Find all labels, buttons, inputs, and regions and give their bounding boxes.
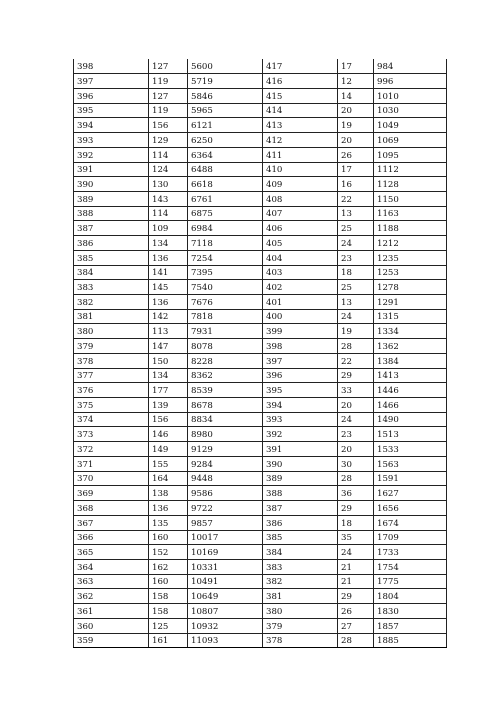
count-cell-right: 35 xyxy=(338,530,374,545)
count-cell-right: 36 xyxy=(338,486,374,501)
score-cell: 388 xyxy=(74,206,149,221)
cumulative-cell: 6875 xyxy=(188,206,263,221)
count-cell: 147 xyxy=(149,339,188,354)
table-row xyxy=(74,118,447,133)
cumulative-cell-right: 1591 xyxy=(374,471,447,486)
table-row xyxy=(74,59,447,74)
cumulative-cell: 10649 xyxy=(188,589,263,604)
score-cell: 385 xyxy=(74,250,149,265)
cumulative-cell-right: 1163 xyxy=(374,206,447,221)
count-cell-right: 19 xyxy=(338,324,374,339)
cumulative-cell: 7395 xyxy=(188,265,263,280)
score-cell-right: 413 xyxy=(263,118,338,133)
cumulative-cell: 10932 xyxy=(188,618,263,633)
score-cell-right: 379 xyxy=(263,618,338,633)
score-cell-right: 380 xyxy=(263,604,338,619)
count-cell: 134 xyxy=(149,368,188,383)
count-cell-right: 29 xyxy=(338,368,374,383)
count-cell: 124 xyxy=(149,162,188,177)
table-row xyxy=(74,442,447,457)
score-cell-right: 411 xyxy=(263,147,338,162)
score-cell: 397 xyxy=(74,74,149,89)
cumulative-cell-right: 1112 xyxy=(374,162,447,177)
score-cell: 364 xyxy=(74,559,149,574)
cumulative-cell-right: 1315 xyxy=(374,309,447,324)
score-cell: 371 xyxy=(74,456,149,471)
score-cell-right: 412 xyxy=(263,133,338,148)
table-row xyxy=(74,236,447,251)
table-row xyxy=(74,589,447,604)
count-cell: 127 xyxy=(149,59,188,74)
score-cell: 386 xyxy=(74,236,149,251)
count-cell-right: 17 xyxy=(338,59,374,74)
cumulative-cell: 8980 xyxy=(188,427,263,442)
count-cell: 138 xyxy=(149,486,188,501)
score-cell: 359 xyxy=(74,633,149,648)
cumulative-cell-right: 1413 xyxy=(374,368,447,383)
score-cell: 395 xyxy=(74,103,149,118)
table-row xyxy=(74,324,447,339)
count-cell: 114 xyxy=(149,147,188,162)
table-row xyxy=(74,559,447,574)
count-cell: 136 xyxy=(149,295,188,310)
cumulative-cell: 5965 xyxy=(188,103,263,118)
count-cell: 136 xyxy=(149,250,188,265)
cumulative-cell: 6618 xyxy=(188,177,263,192)
score-cell-right: 410 xyxy=(263,162,338,177)
score-cell-right: 391 xyxy=(263,442,338,457)
count-cell: 164 xyxy=(149,471,188,486)
score-cell: 361 xyxy=(74,604,149,619)
table-row xyxy=(74,427,447,442)
score-cell-right: 407 xyxy=(263,206,338,221)
table-row xyxy=(74,501,447,516)
count-cell-right: 20 xyxy=(338,398,374,413)
score-cell: 380 xyxy=(74,324,149,339)
score-cell-right: 383 xyxy=(263,559,338,574)
table-body xyxy=(74,59,447,648)
table-row xyxy=(74,412,447,427)
cumulative-cell-right: 1069 xyxy=(374,133,447,148)
score-cell-right: 414 xyxy=(263,103,338,118)
cumulative-cell-right: 1627 xyxy=(374,486,447,501)
table-row xyxy=(74,147,447,162)
count-cell-right: 24 xyxy=(338,236,374,251)
table-row xyxy=(74,162,447,177)
table-row xyxy=(74,545,447,560)
cumulative-cell-right: 1804 xyxy=(374,589,447,604)
cumulative-cell-right: 1533 xyxy=(374,442,447,457)
count-cell-right: 23 xyxy=(338,427,374,442)
cumulative-cell-right: 1563 xyxy=(374,456,447,471)
count-cell: 177 xyxy=(149,383,188,398)
score-cell-right: 406 xyxy=(263,221,338,236)
cumulative-cell: 8228 xyxy=(188,353,263,368)
count-cell-right: 24 xyxy=(338,545,374,560)
count-cell-right: 20 xyxy=(338,103,374,118)
cumulative-cell: 9857 xyxy=(188,515,263,530)
count-cell: 141 xyxy=(149,265,188,280)
score-cell: 370 xyxy=(74,471,149,486)
count-cell: 139 xyxy=(149,398,188,413)
count-cell-right: 24 xyxy=(338,309,374,324)
count-cell: 161 xyxy=(149,633,188,648)
count-cell-right: 21 xyxy=(338,559,374,574)
score-cell-right: 390 xyxy=(263,456,338,471)
cumulative-cell: 6250 xyxy=(188,133,263,148)
score-cell: 369 xyxy=(74,486,149,501)
score-cell: 365 xyxy=(74,545,149,560)
score-cell: 382 xyxy=(74,295,149,310)
count-cell-right: 28 xyxy=(338,633,374,648)
score-cell: 362 xyxy=(74,589,149,604)
cumulative-cell-right: 1235 xyxy=(374,250,447,265)
score-cell-right: 394 xyxy=(263,398,338,413)
cumulative-cell-right: 984 xyxy=(374,59,447,74)
cumulative-cell-right: 1446 xyxy=(374,383,447,398)
score-cell: 372 xyxy=(74,442,149,457)
cumulative-cell: 9586 xyxy=(188,486,263,501)
cumulative-cell-right: 1384 xyxy=(374,353,447,368)
score-cell-right: 409 xyxy=(263,177,338,192)
count-cell: 129 xyxy=(149,133,188,148)
score-cell: 375 xyxy=(74,398,149,413)
table-row xyxy=(74,295,447,310)
cumulative-cell-right: 1754 xyxy=(374,559,447,574)
score-cell-right: 382 xyxy=(263,574,338,589)
score-cell-right: 385 xyxy=(263,530,338,545)
count-cell-right: 17 xyxy=(338,162,374,177)
score-cell: 392 xyxy=(74,147,149,162)
count-cell: 130 xyxy=(149,177,188,192)
score-cell-right: 398 xyxy=(263,339,338,354)
count-cell: 119 xyxy=(149,103,188,118)
cumulative-cell-right: 1362 xyxy=(374,339,447,354)
score-cell: 393 xyxy=(74,133,149,148)
score-cell-right: 405 xyxy=(263,236,338,251)
table-row xyxy=(74,280,447,295)
table-row xyxy=(74,103,447,118)
score-cell-right: 408 xyxy=(263,191,338,206)
cumulative-cell: 9284 xyxy=(188,456,263,471)
count-cell-right: 22 xyxy=(338,353,374,368)
score-cell: 394 xyxy=(74,118,149,133)
cumulative-cell-right: 1466 xyxy=(374,398,447,413)
cumulative-cell-right: 1733 xyxy=(374,545,447,560)
count-cell-right: 25 xyxy=(338,221,374,236)
score-cell-right: 397 xyxy=(263,353,338,368)
count-cell: 109 xyxy=(149,221,188,236)
score-cell-right: 417 xyxy=(263,59,338,74)
count-cell: 136 xyxy=(149,501,188,516)
score-cell-right: 403 xyxy=(263,265,338,280)
table-row xyxy=(74,177,447,192)
count-cell-right: 26 xyxy=(338,604,374,619)
count-cell-right: 13 xyxy=(338,295,374,310)
count-cell: 156 xyxy=(149,118,188,133)
count-cell-right: 18 xyxy=(338,265,374,280)
table-row xyxy=(74,633,447,648)
score-cell-right: 395 xyxy=(263,383,338,398)
cumulative-cell-right: 1656 xyxy=(374,501,447,516)
table-row xyxy=(74,471,447,486)
cumulative-cell-right: 1010 xyxy=(374,88,447,103)
table-row xyxy=(74,604,447,619)
cumulative-cell: 10491 xyxy=(188,574,263,589)
score-cell: 363 xyxy=(74,574,149,589)
score-cell-right: 389 xyxy=(263,471,338,486)
count-cell-right: 30 xyxy=(338,456,374,471)
score-cell: 387 xyxy=(74,221,149,236)
score-cell: 368 xyxy=(74,501,149,516)
score-cell: 374 xyxy=(74,412,149,427)
cumulative-cell-right: 1278 xyxy=(374,280,447,295)
count-cell: 156 xyxy=(149,412,188,427)
score-cell-right: 416 xyxy=(263,74,338,89)
count-cell: 142 xyxy=(149,309,188,324)
count-cell-right: 27 xyxy=(338,618,374,633)
count-cell: 145 xyxy=(149,280,188,295)
score-cell: 384 xyxy=(74,265,149,280)
count-cell-right: 12 xyxy=(338,74,374,89)
score-cell-right: 392 xyxy=(263,427,338,442)
cumulative-cell: 9129 xyxy=(188,442,263,457)
score-cell: 396 xyxy=(74,88,149,103)
count-cell-right: 21 xyxy=(338,574,374,589)
count-cell-right: 20 xyxy=(338,442,374,457)
score-cell-right: 386 xyxy=(263,515,338,530)
count-cell: 158 xyxy=(149,604,188,619)
count-cell: 127 xyxy=(149,88,188,103)
score-cell-right: 384 xyxy=(263,545,338,560)
table-row xyxy=(74,88,447,103)
score-cell: 373 xyxy=(74,427,149,442)
count-cell: 143 xyxy=(149,191,188,206)
cumulative-cell-right: 1150 xyxy=(374,191,447,206)
count-cell-right: 20 xyxy=(338,133,374,148)
cumulative-cell-right: 1885 xyxy=(374,633,447,648)
score-cell-right: 401 xyxy=(263,295,338,310)
count-cell-right: 23 xyxy=(338,250,374,265)
count-cell-right: 13 xyxy=(338,206,374,221)
score-cell: 383 xyxy=(74,280,149,295)
count-cell-right: 16 xyxy=(338,177,374,192)
cumulative-cell-right: 1030 xyxy=(374,103,447,118)
cumulative-cell: 6364 xyxy=(188,147,263,162)
count-cell: 125 xyxy=(149,618,188,633)
score-cell: 381 xyxy=(74,309,149,324)
table-row xyxy=(74,74,447,89)
score-cell: 390 xyxy=(74,177,149,192)
score-cell: 366 xyxy=(74,530,149,545)
cumulative-cell-right: 1513 xyxy=(374,427,447,442)
score-cell: 378 xyxy=(74,353,149,368)
table-row xyxy=(74,250,447,265)
count-cell-right: 19 xyxy=(338,118,374,133)
cumulative-cell: 9722 xyxy=(188,501,263,516)
score-cell: 360 xyxy=(74,618,149,633)
count-cell: 134 xyxy=(149,236,188,251)
cumulative-cell: 10169 xyxy=(188,545,263,560)
score-cell-right: 399 xyxy=(263,324,338,339)
score-cell-right: 396 xyxy=(263,368,338,383)
table-row xyxy=(74,530,447,545)
count-cell-right: 25 xyxy=(338,280,374,295)
score-cell-right: 378 xyxy=(263,633,338,648)
score-cell: 376 xyxy=(74,383,149,398)
cumulative-cell-right: 1490 xyxy=(374,412,447,427)
count-cell: 158 xyxy=(149,589,188,604)
count-cell: 155 xyxy=(149,456,188,471)
table-row xyxy=(74,618,447,633)
cumulative-cell-right: 1674 xyxy=(374,515,447,530)
count-cell-right: 29 xyxy=(338,589,374,604)
table-row xyxy=(74,133,447,148)
cumulative-cell: 7254 xyxy=(188,250,263,265)
score-cell: 391 xyxy=(74,162,149,177)
cumulative-cell-right: 1188 xyxy=(374,221,447,236)
cumulative-cell: 8834 xyxy=(188,412,263,427)
table-row xyxy=(74,383,447,398)
count-cell-right: 22 xyxy=(338,191,374,206)
cumulative-cell: 6984 xyxy=(188,221,263,236)
count-cell: 135 xyxy=(149,515,188,530)
cumulative-cell: 7118 xyxy=(188,236,263,251)
cumulative-cell: 7931 xyxy=(188,324,263,339)
score-cell-right: 387 xyxy=(263,501,338,516)
cumulative-cell-right: 1212 xyxy=(374,236,447,251)
count-cell-right: 29 xyxy=(338,501,374,516)
score-table xyxy=(73,59,447,648)
cumulative-cell: 6121 xyxy=(188,118,263,133)
count-cell: 113 xyxy=(149,324,188,339)
table-row xyxy=(74,206,447,221)
score-cell-right: 381 xyxy=(263,589,338,604)
score-cell: 367 xyxy=(74,515,149,530)
cumulative-cell-right: 1709 xyxy=(374,530,447,545)
table-row xyxy=(74,398,447,413)
cumulative-cell-right: 1830 xyxy=(374,604,447,619)
cumulative-cell: 8678 xyxy=(188,398,263,413)
cumulative-cell-right: 1291 xyxy=(374,295,447,310)
table-row xyxy=(74,353,447,368)
cumulative-cell: 7676 xyxy=(188,295,263,310)
cumulative-cell: 8078 xyxy=(188,339,263,354)
count-cell: 160 xyxy=(149,530,188,545)
score-cell: 389 xyxy=(74,191,149,206)
cumulative-cell-right: 1049 xyxy=(374,118,447,133)
score-cell: 377 xyxy=(74,368,149,383)
cumulative-cell-right: 1095 xyxy=(374,147,447,162)
table-row xyxy=(74,221,447,236)
cumulative-cell: 7540 xyxy=(188,280,263,295)
table-row xyxy=(74,309,447,324)
count-cell-right: 33 xyxy=(338,383,374,398)
score-cell: 398 xyxy=(74,59,149,74)
score-cell-right: 415 xyxy=(263,88,338,103)
cumulative-cell: 5719 xyxy=(188,74,263,89)
table-row xyxy=(74,486,447,501)
cumulative-cell: 10807 xyxy=(188,604,263,619)
count-cell-right: 24 xyxy=(338,412,374,427)
count-cell: 162 xyxy=(149,559,188,574)
cumulative-cell-right: 1857 xyxy=(374,618,447,633)
cumulative-cell: 10017 xyxy=(188,530,263,545)
count-cell: 152 xyxy=(149,545,188,560)
count-cell-right: 14 xyxy=(338,88,374,103)
cumulative-cell-right: 1128 xyxy=(374,177,447,192)
cumulative-cell: 8539 xyxy=(188,383,263,398)
cumulative-cell: 5846 xyxy=(188,88,263,103)
cumulative-cell: 7818 xyxy=(188,309,263,324)
score-cell-right: 388 xyxy=(263,486,338,501)
cumulative-cell: 11093 xyxy=(188,633,263,648)
count-cell: 150 xyxy=(149,353,188,368)
table-row xyxy=(74,515,447,530)
cumulative-cell-right: 1253 xyxy=(374,265,447,280)
score-cell: 379 xyxy=(74,339,149,354)
count-cell-right: 26 xyxy=(338,147,374,162)
count-cell: 114 xyxy=(149,206,188,221)
score-cell-right: 393 xyxy=(263,412,338,427)
count-cell-right: 28 xyxy=(338,339,374,354)
count-cell-right: 28 xyxy=(338,471,374,486)
table-row xyxy=(74,456,447,471)
cumulative-cell: 9448 xyxy=(188,471,263,486)
cumulative-cell: 6761 xyxy=(188,191,263,206)
score-cell-right: 404 xyxy=(263,250,338,265)
table-row xyxy=(74,339,447,354)
table-row xyxy=(74,191,447,206)
table-row xyxy=(74,368,447,383)
cumulative-cell-right: 1334 xyxy=(374,324,447,339)
score-cell-right: 402 xyxy=(263,280,338,295)
table-row xyxy=(74,265,447,280)
count-cell: 149 xyxy=(149,442,188,457)
count-cell: 146 xyxy=(149,427,188,442)
cumulative-cell: 8362 xyxy=(188,368,263,383)
cumulative-cell: 6488 xyxy=(188,162,263,177)
table-row xyxy=(74,574,447,589)
score-cell-right: 400 xyxy=(263,309,338,324)
count-cell: 160 xyxy=(149,574,188,589)
count-cell: 119 xyxy=(149,74,188,89)
cumulative-cell-right: 1775 xyxy=(374,574,447,589)
cumulative-cell: 5600 xyxy=(188,59,263,74)
count-cell-right: 18 xyxy=(338,515,374,530)
cumulative-cell: 10331 xyxy=(188,559,263,574)
cumulative-cell-right: 996 xyxy=(374,74,447,89)
